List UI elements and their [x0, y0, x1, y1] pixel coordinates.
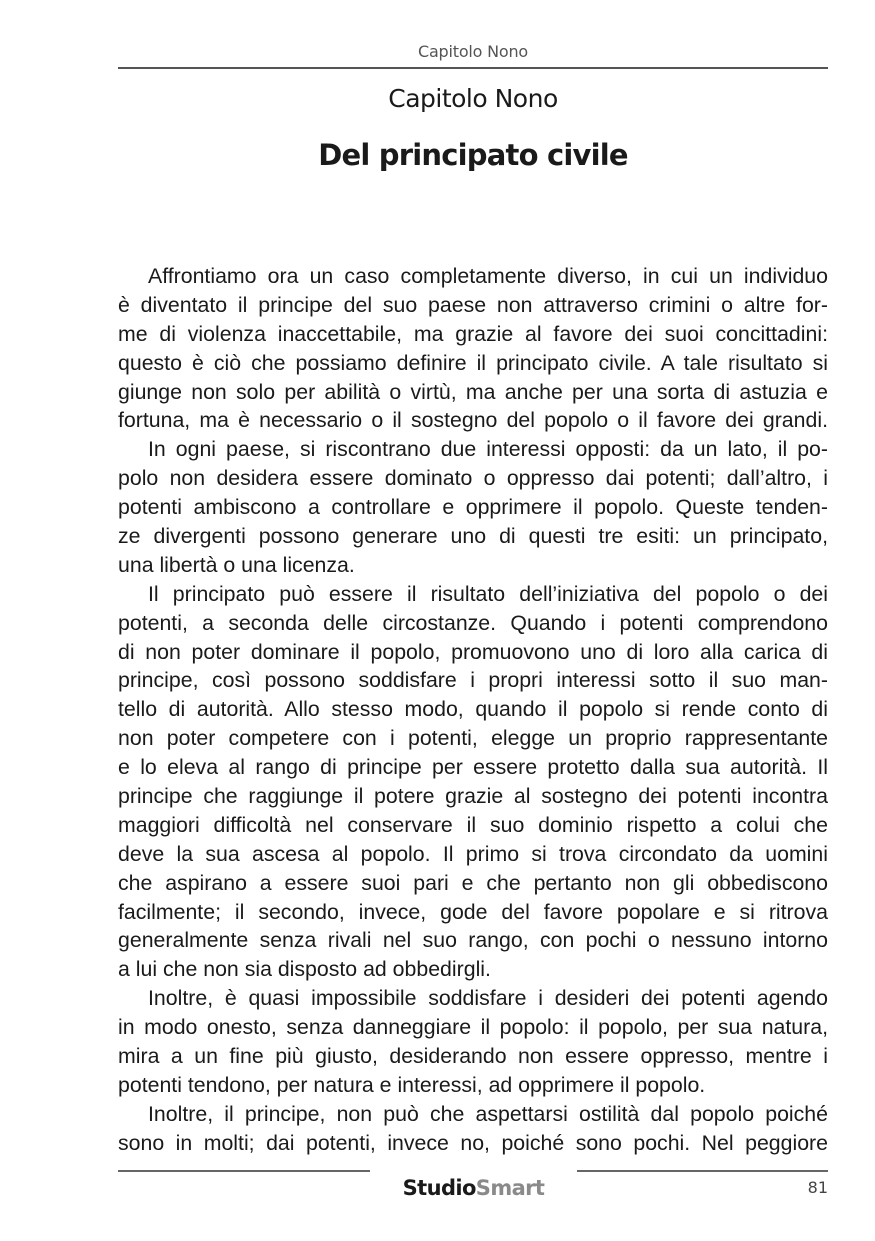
text-line: Inoltre, è quasi impossibile soddisfare i desideri dei potenti agendo	[148, 986, 828, 1011]
publisher-logo	[370, 1176, 577, 1200]
text-line: non poter competere con i potenti, elegge un proprio rappresentante	[118, 726, 828, 751]
text-line: di non poter dominare il popolo, promuovono uno di loro alla carica di	[118, 639, 828, 664]
text-line: me di violenza inaccettabile, ma grazie al favore dei suoi concittadini:	[118, 321, 828, 346]
text-line: In ogni paese, si riscontrano due interessi opposti: da un lato, il po-	[148, 437, 828, 462]
text-line: principe, così possono soddisfare i propri interessi sotto il suo man-	[118, 668, 828, 693]
text-line: Il principato può essere il risultato dell’iniziativa del popolo o dei	[148, 581, 828, 606]
body-text	[118, 262, 828, 1158]
text-line: una libertà o una licenza.	[118, 552, 355, 577]
text-line: potenti tendono, per natura e interessi, ad opprimere il popolo.	[118, 1072, 706, 1097]
header-rule	[118, 67, 828, 69]
text-line: mira a un fine più giusto, desiderando non essere oppresso, mentre i	[118, 1044, 828, 1069]
text-line: in modo onesto, senza danneggiare il popolo: il popolo, per sua natura,	[118, 1015, 828, 1040]
footer-rule-right	[577, 1170, 828, 1172]
text-line: fortuna, ma è necessario o il sostegno del popolo o il favore dei grandi.	[118, 408, 828, 433]
text-line: giunge non solo per abilità o virtù, ma anche per una sorta di astuzia e	[118, 379, 828, 404]
chapter-label: Capitolo Nono	[388, 84, 558, 113]
text-line: Inoltre, il principe, non può che aspettarsi ostilità dal popolo poiché	[148, 1101, 828, 1126]
text-line: potenti, a seconda delle circostanze. Quando i potenti comprendono	[118, 610, 828, 635]
text-line: deve la sua ascesa al popolo. Il primo si trova circondato da uomini	[118, 841, 828, 866]
footer-rule-left	[118, 1170, 370, 1172]
chapter-title: Del principato civile	[318, 138, 628, 172]
text-line: a lui che non sia disposto ad obbedirgli.	[118, 957, 491, 982]
text-line: generalmente senza rivali nel suo rango, con pochi o nessuno intorno	[118, 928, 828, 953]
text-line: è diventato il principe del suo paese non attraverso crimini o altre for-	[118, 292, 828, 317]
text-line: polo non desidera essere dominato o oppresso dai potenti; dall’altro, i	[118, 466, 828, 491]
text-line: questo è ciò che possiamo definire il principato civile. A tale risultato si	[118, 350, 828, 375]
text-line: potenti ambiscono a controllare e opprimere il popolo. Queste tenden-	[118, 495, 828, 520]
brand-smart: Smart	[475, 1176, 545, 1200]
text-line: sono in molti; dai potenti, invece no, poiché sono pochi. Nel peggiore	[118, 1130, 828, 1155]
brand-studio: Studio	[402, 1176, 476, 1200]
text-line: maggiori difficoltà nel conservare il suo dominio rispetto a colui che	[118, 812, 828, 837]
text-line: principe che raggiunge il potere grazie al sostegno dei potenti incontra	[118, 784, 828, 809]
text-line: ze divergenti possono generare uno di questi tre esiti: un principato,	[118, 524, 828, 549]
page-number: 81	[807, 1178, 828, 1197]
running-header: Capitolo Nono	[417, 42, 529, 61]
text-line: che aspirano a essere suoi pari e che pertanto non gli obbediscono	[118, 870, 828, 895]
text-line: Affrontiamo ora un caso completamente diverso, in cui un individuo	[148, 264, 828, 288]
text-line: e lo eleva al rango di principe per essere protetto dalla sua autorità. Il	[118, 755, 828, 780]
text-line: facilmente; il secondo, invece, gode del favore popolare e si ritrova	[118, 899, 828, 924]
text-line: tello di autorità. Allo stesso modo, quando il popolo si rende conto di	[118, 697, 828, 722]
